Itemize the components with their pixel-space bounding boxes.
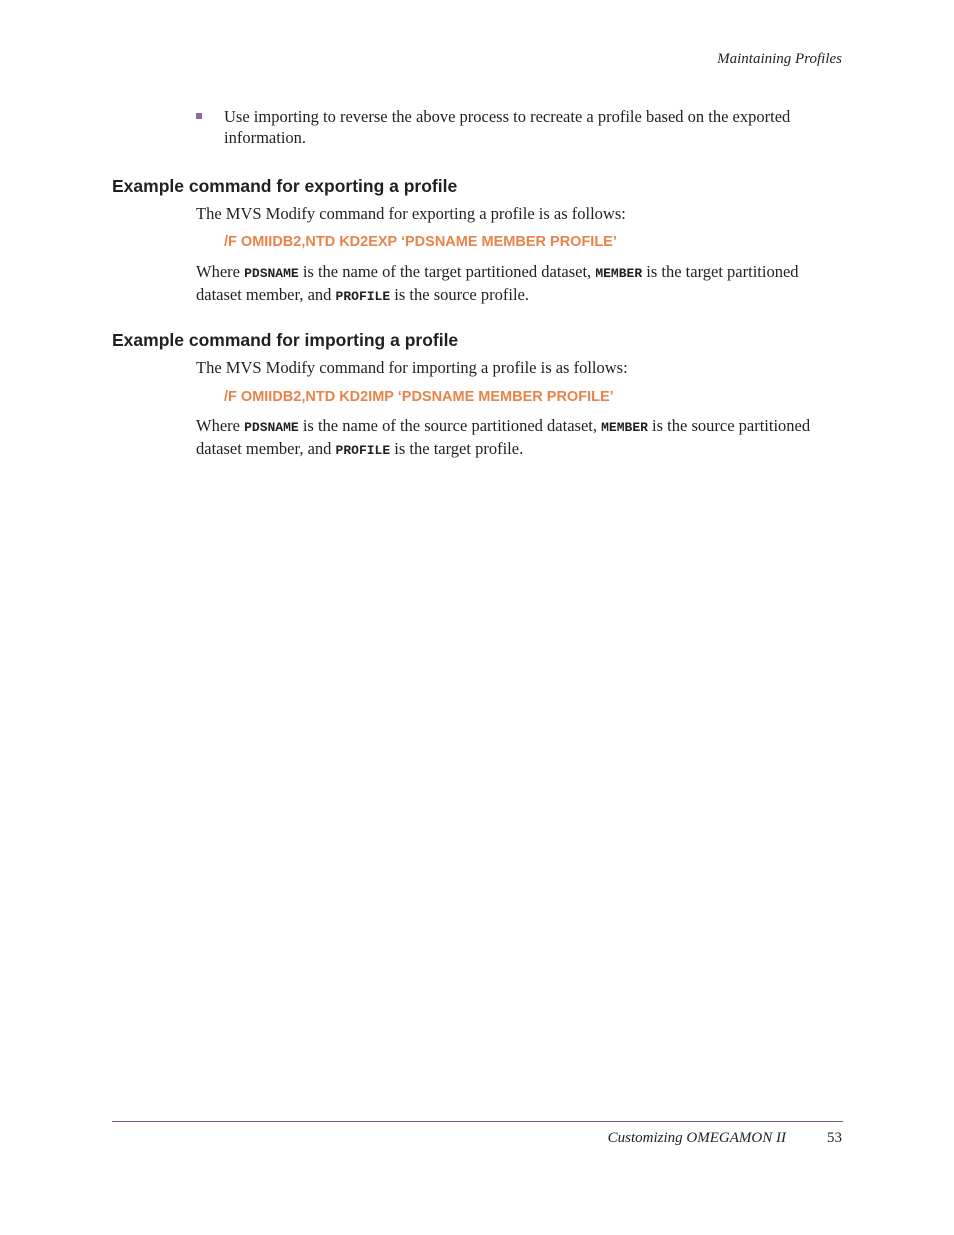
- code-term-pdsname: PDSNAME: [244, 266, 299, 281]
- running-header: Maintaining Profiles: [717, 51, 842, 67]
- code-term-pdsname: PDSNAME: [244, 420, 299, 435]
- bullet-text: Use importing to reverse the above process to recreate a profile based on the exported information.: [224, 107, 791, 147]
- where-text: is the source partitioned dataset member, and: [196, 416, 811, 458]
- export-command: /F OMIIDB2,NTD KD2EXP ‘PDSNAME MEMBER PROFILE’: [224, 234, 617, 250]
- where-text: is the source profile.: [390, 284, 529, 304]
- footer-divider: [112, 1121, 843, 1122]
- code-term-profile: PROFILE: [335, 288, 391, 304]
- code-term-member: MEMBER: [595, 266, 643, 281]
- import-section-heading: Example command for importing a profile: [112, 330, 459, 350]
- code-term-member: MEMBER: [601, 420, 648, 435]
- export-intro: The MVS Modify command for exporting a profile is as follows:: [196, 204, 626, 223]
- page-number: 53: [827, 1130, 842, 1146]
- import-where-paragraph: [196, 416, 816, 461]
- bullet-icon: [196, 113, 202, 119]
- where-text: is the target partitioned dataset member, and: [196, 262, 799, 304]
- where-text: is the target profile.: [390, 438, 524, 458]
- import-command: /F OMIIDB2,NTD KD2IMP ‘PDSNAME MEMBER PROFILE’: [224, 389, 614, 405]
- where-text: is the name of the source partitioned dataset,: [298, 416, 602, 435]
- where-text: is the name of the target partitioned dataset,: [298, 262, 596, 281]
- import-intro: The MVS Modify command for importing a profile is as follows:: [196, 358, 628, 377]
- where-text: Where: [196, 416, 245, 435]
- code-term-profile: PROFILE: [335, 442, 391, 458]
- export-where-paragraph: [196, 262, 816, 307]
- footer-book-title: Customizing OMEGAMON II: [607, 1130, 786, 1146]
- where-text: Where: [196, 262, 245, 281]
- export-section-heading: Example command for exporting a profile: [112, 176, 458, 196]
